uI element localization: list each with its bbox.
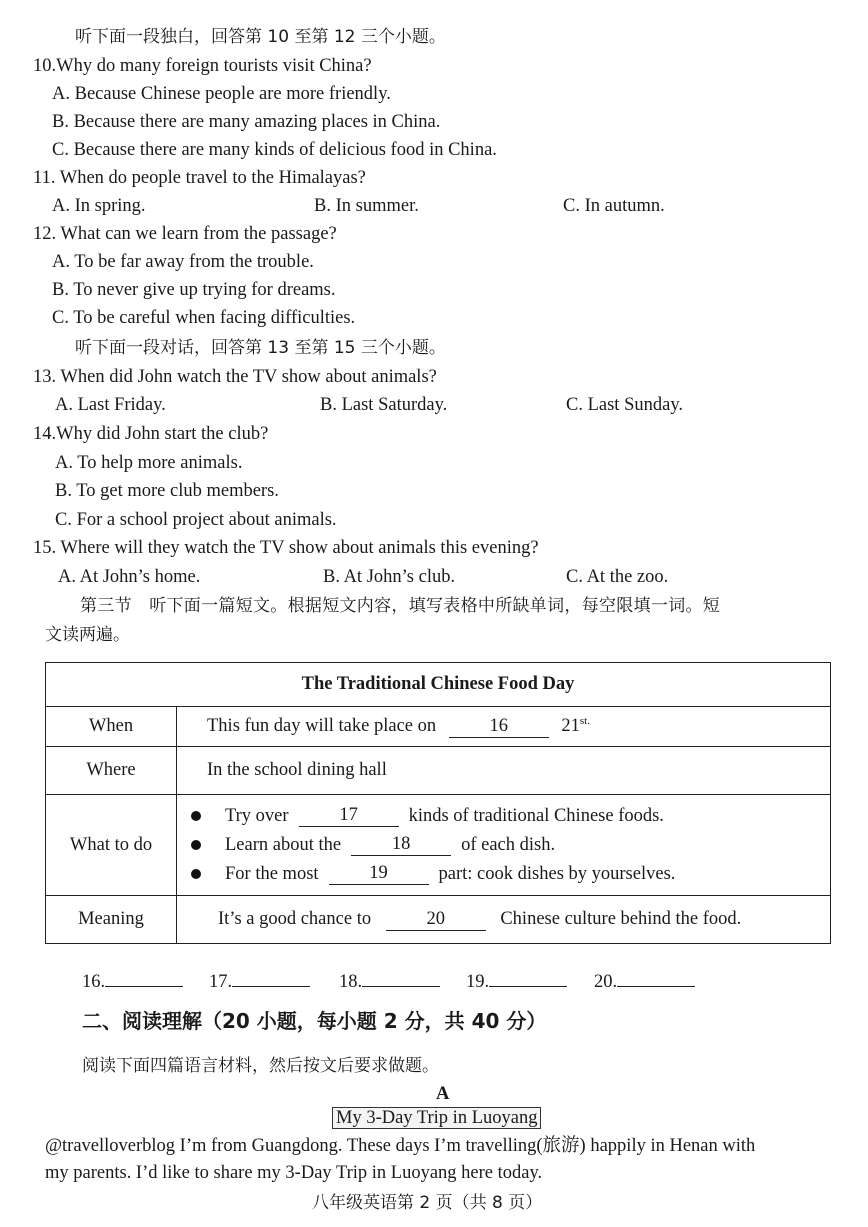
todo-1-text: Try over — [225, 805, 289, 826]
answer-20-line[interactable] — [617, 968, 695, 987]
question-14-option-a: A. To help more animals. — [55, 453, 243, 473]
question-13-option-c: C. Last Sunday. — [566, 395, 683, 415]
answer-19[interactable] — [466, 968, 567, 993]
table-label-meaning: Meaning — [46, 896, 177, 944]
question-12: 12. What can we learn from the passage? — [33, 224, 337, 244]
question-11: 11. When do people travel to the Himalayas? — [33, 168, 366, 188]
question-11-option-a: A. In spring. — [52, 196, 146, 216]
table-cell-where: In the school dining hall — [177, 747, 831, 795]
question-15-option-c: C. At the zoo. — [566, 567, 669, 587]
answer-17-label: 17. — [209, 972, 233, 992]
answer-17[interactable] — [209, 968, 310, 993]
question-10: 10.Why do many foreign tourists visit China? — [33, 56, 372, 76]
passage-line-1: @travelloverblog I’m from Guangdong. These days I’m travelling(旅游) happily in Henan with — [45, 1136, 756, 1156]
section-instruction-dialogue: 听下面一段对话，回答第 13 至第 15 三个小题。 — [75, 338, 446, 358]
todo-item-1 — [189, 802, 830, 831]
todo-2-text-after: of each dish. — [461, 834, 556, 855]
question-10-option-b: B. Because there are many amazing places in China. — [52, 112, 441, 132]
question-10-option-c: C. Because there are many kinds of delicious food in China. — [52, 140, 497, 160]
question-15-option-b: B. At John’s club. — [323, 567, 456, 587]
answer-19-line[interactable] — [489, 968, 567, 987]
answer-18-label: 18. — [339, 972, 363, 992]
answer-16-line[interactable] — [105, 968, 183, 987]
blank-19: 19 — [329, 863, 429, 885]
bullet-icon — [191, 869, 201, 879]
question-15-option-a: A. At John’s home. — [58, 567, 201, 587]
question-10-option-a: A. Because Chinese people are more friendly. — [52, 84, 391, 104]
todo-3-text-after: part: cook dishes by yourselves. — [438, 863, 676, 884]
bullet-icon — [191, 840, 201, 850]
answer-17-line[interactable] — [232, 968, 310, 987]
part3-instruction-line2: 文读两遍。 — [45, 625, 130, 645]
passage-title-wrap — [332, 1107, 541, 1129]
todo-1-text-after: kinds of traditional Chinese foods. — [408, 805, 664, 826]
part3-instruction-line1: 第三节 听下面一篇短文。根据短文内容，填写表格中所缺单词，每空限填一词。短 — [80, 596, 721, 616]
page-footer: 八年级英语第 2 页（共 8 页） — [312, 1193, 543, 1213]
question-12-option-b: B. To never give up trying for dreams. — [52, 280, 336, 300]
table-cell-meaning — [177, 896, 831, 944]
question-12-option-c: C. To be careful when facing difficulties. — [52, 308, 356, 328]
question-11-option-b: B. In summer. — [314, 196, 419, 216]
table-title: The Traditional Chinese Food Day — [46, 663, 831, 707]
todo-item-3 — [189, 860, 830, 889]
meaning-text: It’s a good chance to — [218, 908, 372, 929]
passage-line-2: my parents. I’d like to share my 3-Day Trip in Luoyang here today. — [45, 1163, 543, 1183]
question-13: 13. When did John watch the TV show about animals? — [33, 367, 437, 387]
answer-18-line[interactable] — [362, 968, 440, 987]
answer-16-label: 16. — [82, 972, 106, 992]
passage-letter: A — [436, 1084, 450, 1104]
todo-3-text: For the most — [225, 863, 319, 884]
question-14: 14.Why did John start the club? — [33, 424, 269, 444]
todo-2-text: Learn about the — [225, 834, 342, 855]
question-13-option-b: B. Last Saturday. — [320, 395, 448, 415]
when-day-suffix: st. — [579, 714, 590, 727]
blank-17: 17 — [299, 805, 399, 827]
answer-18[interactable] — [339, 968, 440, 993]
answer-20-label: 20. — [594, 972, 618, 992]
question-14-option-b: B. To get more club members. — [55, 481, 279, 501]
table-label-what-to-do: What to do — [46, 795, 177, 896]
answer-16[interactable] — [82, 968, 183, 993]
section-instruction-monologue: 听下面一段独白，回答第 10 至第 12 三个小题。 — [75, 27, 446, 47]
answer-19-label: 19. — [466, 972, 490, 992]
passage-title: My 3-Day Trip in Luoyang — [332, 1107, 541, 1129]
answer-20[interactable] — [594, 968, 695, 993]
table-label-where: Where — [46, 747, 177, 795]
blank-18: 18 — [351, 834, 451, 856]
reading-instruction: 阅读下面四篇语言材料，然后按文后要求做题。 — [82, 1056, 439, 1076]
question-11-option-c: C. In autumn. — [563, 196, 665, 216]
when-day: 21 — [561, 716, 580, 737]
food-day-table — [45, 662, 831, 944]
blank-16: 16 — [449, 716, 549, 738]
todo-item-2 — [189, 831, 830, 860]
question-14-option-c: C. For a school project about animals. — [55, 510, 337, 530]
question-12-option-a: A. To be far away from the trouble. — [52, 252, 314, 272]
meaning-text-after: Chinese culture behind the food. — [500, 908, 742, 929]
reading-heading: 二、阅读理解（20 小题，每小题 2 分，共 40 分） — [82, 1009, 547, 1033]
table-cell-when — [177, 707, 831, 747]
question-13-option-a: A. Last Friday. — [55, 395, 166, 415]
blank-20: 20 — [386, 909, 486, 931]
bullet-icon — [191, 811, 201, 821]
table-label-when: When — [46, 707, 177, 747]
when-text: This fun day will take place on — [207, 716, 437, 737]
table-cell-what-to-do — [177, 795, 831, 896]
question-15: 15. Where will they watch the TV show about animals this evening? — [33, 538, 539, 558]
